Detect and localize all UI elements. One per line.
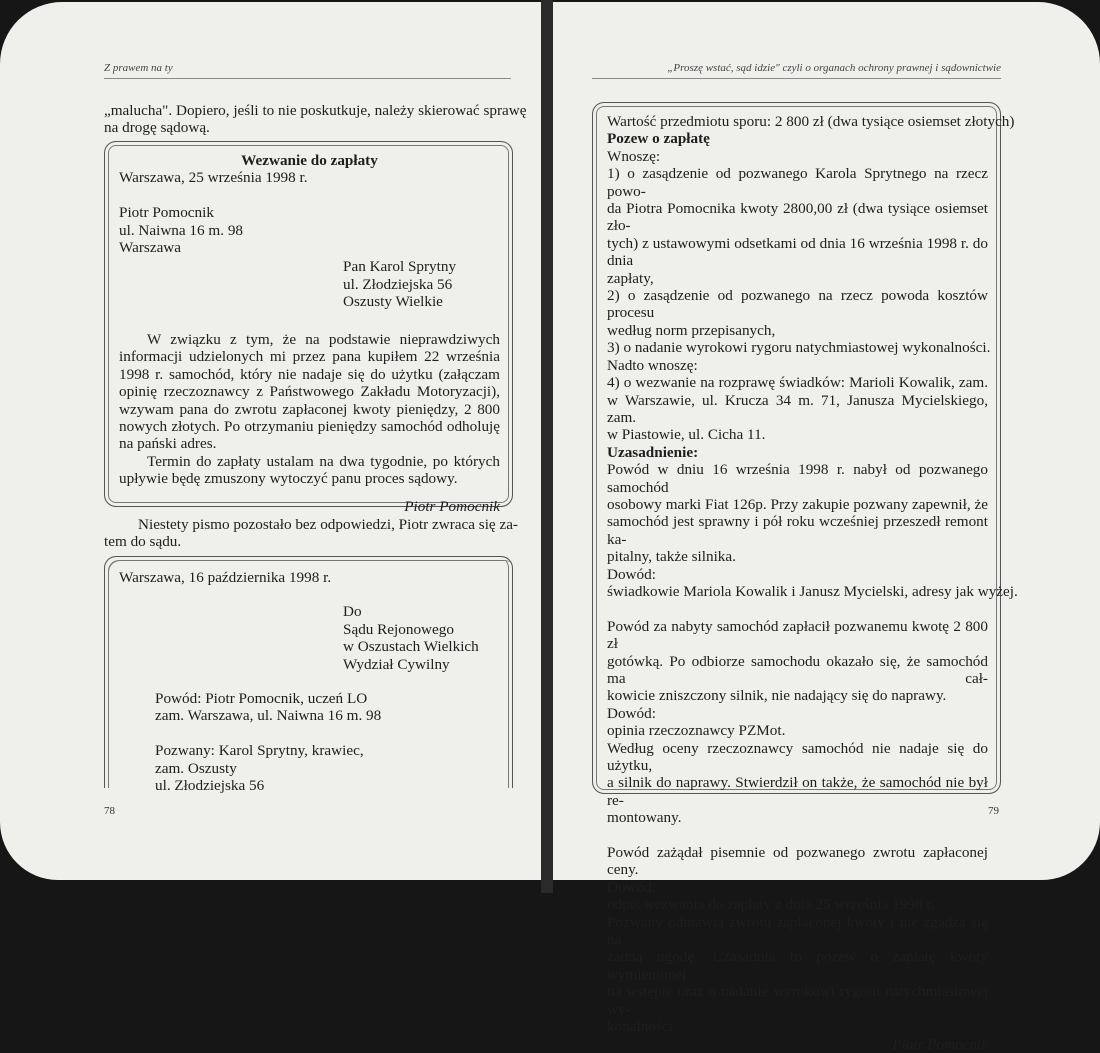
intro-line: na drogę sądową. [104, 119, 210, 137]
claim-line: na wstępie oraz o nadanie wyrokowi rygoru natychmiastowej wy- [607, 983, 988, 1018]
claim-line: tych) z ustawowymi odsetkami od dnia 16 września 1998 r. do dnia [607, 234, 988, 270]
court-line: Wydział Cywilny [343, 655, 450, 673]
claim-line: Powód zażądał pisemnie od pozwanego zwrotu zapłaconej ceny. [607, 844, 988, 879]
sender-name: Piotr Pomocnik [119, 204, 214, 222]
claim-place-date: Warszawa, 16 października 1998 r. [119, 569, 332, 586]
claim-line: kowicie zniszczony silnik, nie nadający się do naprawy. [607, 687, 947, 705]
claim-line: według norm przepisanych, [607, 321, 776, 339]
claim-line: zapłaty, [607, 269, 654, 287]
parties-block [155, 690, 500, 794]
claim-line: świadkowie Mariola Kowalik i Janusz Mycielski, adresy jak wyżej. [607, 582, 1018, 600]
middle-line: Niestety pismo pozostało bez odpowiedzi, Piotr zwraca się za- [138, 516, 518, 533]
intro-line: „malucha". Dopiero, jeśli to nie poskutkuje, należy skierować sprawę [104, 102, 527, 119]
claim-line: Pozwany odmawia zwrotu zapłaconej kwoty i nie zgadza się na [607, 913, 988, 949]
defendant-line: zam. Oszusty [155, 759, 237, 777]
court-line: w Oszustach Wielkich [343, 638, 479, 656]
letter-signature: Piotr Pomocnik [404, 497, 500, 515]
letter-body-1: W związku z tym, że na podstawie nieprawdziwych informacji udzielonych mi przez pana kupiłem 22 września 1998 r. samochód, który nie nadaje się do użytku (załączam opinię rzeczoznawcy z Państwowego Zakładu Motoryzacji), wzywam pana do zwrotu zapłaconej kwoty pieniędzy, 2 800 nowych złotych. Po otrzymaniu pieniędzy samochód odholuję na pański adres. [119, 331, 500, 453]
recipient-name: Pan Karol Sprytny [343, 258, 457, 276]
claim-line: w Piastowie, ul. Cicha 11. [607, 426, 766, 444]
claim-line: Według oceny rzeczoznawcy samochód nie nadaje się do użytku, [607, 739, 988, 775]
claim-line: a silnik do naprawy. Stwierdził on także, że samochód nie był re- [607, 774, 988, 809]
claim-line: Uzasadnienie: [607, 443, 699, 461]
payment-demand-letter [104, 141, 513, 515]
claim-line: samochód jest sprawny i pół roku wcześniej przeszedł remont ka- [607, 513, 988, 548]
claim-line: 1) o zasądzenie od pozwanego Karola Sprytnego na rzecz powo- [607, 165, 988, 200]
left-page-number: 78 [104, 805, 115, 817]
claim-line: żadną ugodę. Uzasadnia to pozew o zapłatę kwoty wymienionej [607, 948, 988, 983]
claim-line: da Piotra Pomocnika kwoty 2800,00 zł (dwa tysiące osiemset zło- [607, 200, 988, 235]
defendant-line: ul. Złodziejska 56 [155, 777, 265, 795]
right-page-number: 79 [988, 805, 999, 817]
blank-line [607, 600, 988, 617]
recipient-city: Oszusty Wielkie [343, 293, 443, 311]
claim-line: 3) o nadanie wyrokowi rygoru natychmiastowej wykonalności. [607, 339, 991, 357]
left-running-head: Z prawem na ty [104, 62, 511, 79]
claim-line: pitalny, także silnika. [607, 548, 736, 566]
court-claim-header [104, 556, 513, 795]
letter-body-2: Termin do zapłaty ustalam na dwa tygodnie, po których upływie będę zmuszony wytoczyć panu proces sądowy. [119, 452, 500, 488]
claim-line: odpis wezwania do zapłaty z dnia 25 września 1998 r. [607, 896, 935, 914]
claim-line: Dowód: [607, 878, 656, 896]
claim-line: Wartość przedmiotu sporu: 2 800 zł (dwa tysiące osiemset złotych) [607, 113, 1015, 130]
book-gutter [541, 0, 553, 893]
right-running-head: „Proszę wstać, sąd idzie" czyli o organach ochrony prawnej i sądownictwie [592, 62, 1001, 79]
court-line: Do [343, 603, 362, 621]
claim-line: Dowód: [607, 565, 656, 583]
claim-line: Dowód: [607, 704, 656, 722]
claim-line: Nadto wnoszę: [607, 356, 698, 374]
sender-city: Warszawa [119, 239, 182, 257]
recipient-block [343, 258, 500, 310]
blank-line [607, 827, 988, 844]
plaintiff-line: Powód: Piotr Pomocnik, uczeń LO [155, 690, 368, 708]
recipient-street: ul. Złodziejska 56 [343, 275, 453, 293]
claim-line: 4) o wezwanie na rozprawę świadków: Marioli Kowalik, zam. [607, 374, 988, 392]
claim-line: osobowy marki Fiat 126p. Przy zakupie pozwany zapewnił, że [607, 495, 988, 513]
claim-line: Powód za nabyty samochód zapłacił pozwanemu kwotę 2 800 zł [607, 617, 988, 653]
plaintiff-line: zam. Warszawa, ul. Naiwna 16 m. 98 [155, 707, 382, 725]
intro-paragraph [104, 102, 527, 137]
letter-place-date: Warszawa, 25 września 1998 r. [119, 169, 308, 187]
middle-paragraph [104, 516, 518, 551]
claim-line: konalności. [607, 1018, 677, 1036]
claim-line: w Warszawie, ul. Krucza 34 m. 71, Janusza Mycielskiego, zam. [607, 391, 988, 426]
defendant-line: Pozwany: Karol Sprytny, krawiec, [155, 742, 364, 760]
court-address-block [343, 603, 500, 673]
claim-line: montowany. [607, 809, 682, 827]
claim-line: Wnoszę: [607, 147, 661, 165]
court-line: Sądu Rejonowego [343, 620, 454, 638]
claim-line: gotówką. Po odbiorze samochodu okazało się, że samochód ma cał- [607, 652, 988, 687]
claim-line: Powód w dniu 16 września 1998 r. nabył od pozwanego samochód [607, 461, 988, 496]
sender-street: ul. Naiwna 16 m. 98 [119, 221, 244, 239]
claim-line: Pozew o zapłatę [607, 130, 710, 148]
claim-line: opinia rzeczoznawcy PZMot. [607, 722, 786, 740]
letter-title: Wezwanie do zapłaty [241, 152, 378, 169]
claim-signature: Piotr Pomocnik [892, 1035, 988, 1053]
claim-line: 2) o zasądzenie od pozwanego na rzecz powoda kosztów procesu [607, 287, 988, 322]
middle-line: tem do sądu. [104, 533, 182, 551]
